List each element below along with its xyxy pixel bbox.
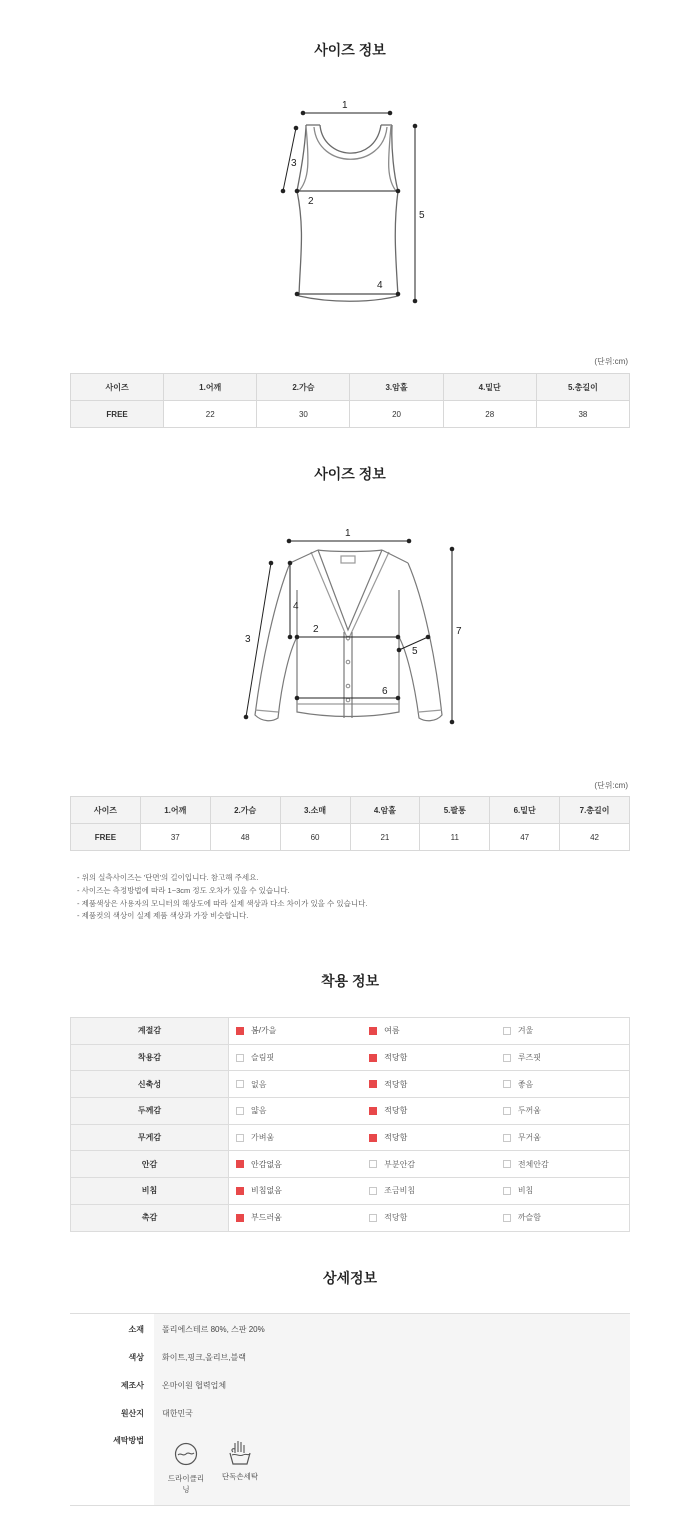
table-header-cell: 4.암홀 [350,797,420,824]
note-line: - 사이즈는 측정방법에 따라 1~3cm 정도 오차가 있을 수 있습니다. [77,885,290,895]
detail-value: 온마이원 협력업체 [162,1381,227,1390]
diagram-label-5: 5 [419,210,425,221]
table-header-cell: 1.어깨 [140,797,210,824]
detail-key: 제조사 [120,1381,144,1390]
table-cell: FREE [71,401,164,428]
unit-note-2: (단위:cm) [594,781,628,790]
unchecked-box-icon [503,1134,511,1142]
table-header-cell: 1.어깨 [164,374,257,401]
detail-info-title: 상세정보 [322,1270,378,1286]
fit-option [229,1151,363,1178]
table-cell: 47 [490,824,560,851]
fit-option-label: 봄/가을 [251,1026,277,1036]
fit-option [229,1018,363,1045]
unchecked-box-icon [369,1187,377,1195]
unchecked-box-icon [503,1160,511,1168]
unchecked-box-icon [503,1187,511,1195]
checked-box-icon [369,1027,377,1035]
fit-option [362,1151,496,1178]
fit-option [362,1018,496,1045]
diagram-label-2: 2 [313,624,319,635]
fit-option-label: 없음 [251,1079,267,1089]
diagram-label-3: 3 [245,634,251,645]
detail-key: 세탁방법 [113,1436,144,1445]
note-line: - 제품색상은 사용자의 모니터의 해상도에 따라 실제 색상과 다소 차이가 있을 수 있습니다. [77,898,368,908]
unchecked-box-icon [503,1027,511,1035]
fit-option-label: 적당함 [384,1133,408,1143]
fit-option-label: 비침없음 [251,1186,282,1196]
fit-option-label: 가벼움 [251,1133,275,1143]
fit-row [71,1204,630,1231]
wash-item-hand-wash [220,1439,260,1482]
fit-option [496,1044,630,1071]
checked-box-icon [236,1027,244,1035]
table-header-cell: 5.총길이 [536,374,629,401]
fit-option [496,1071,630,1098]
detail-key: 소재 [128,1325,144,1334]
fit-option [496,1098,630,1125]
fit-option [229,1124,363,1151]
diagram-label-4: 4 [377,280,383,291]
diagram-label-6: 6 [382,686,388,697]
fit-option-label: 적당함 [384,1053,408,1063]
fit-option [362,1178,496,1205]
table-row [71,824,630,851]
wash-label: 드라이클리닝 [167,1474,205,1494]
checked-box-icon [369,1054,377,1062]
fit-row-label: 비침 [71,1178,229,1205]
fit-option [229,1178,363,1205]
fit-row [71,1098,630,1125]
table-header-cell: 사이즈 [71,374,164,401]
fit-row-label: 무게감 [71,1124,229,1151]
cardigan-diagram [235,520,470,730]
table-row [71,401,630,428]
fit-option-label: 안감없음 [251,1159,282,1169]
fit-option [362,1071,496,1098]
fit-option-label: 부드러움 [251,1213,282,1223]
detail-value: 폴리에스테르 80%, 스판 20% [162,1325,265,1334]
wash-label: 단독손세탁 [221,1472,259,1481]
fit-info-table [70,1017,630,1232]
note-line: - 위의 실측사이즈는 '단면'의 길이입니다. 참고해 주세요. [77,873,259,882]
table-header-cell: 5.팔통 [420,797,490,824]
fit-row [71,1178,630,1205]
fit-row [71,1124,630,1151]
fit-row-label: 안감 [71,1151,229,1178]
table-header-cell: 2.가슴 [210,797,280,824]
fit-option-label: 얇음 [251,1106,267,1116]
table-header-cell: 2.가슴 [257,374,350,401]
fit-row [71,1151,630,1178]
size-table-1 [70,373,630,428]
fit-info-title: 착용 정보 [321,973,379,989]
checked-box-icon [236,1214,244,1222]
fit-row [71,1071,630,1098]
fit-row-label: 착용감 [71,1044,229,1071]
dry-clean-icon [173,1441,199,1467]
checked-box-icon [236,1187,244,1195]
fit-option [496,1151,630,1178]
unchecked-box-icon [503,1214,511,1222]
table-cell: 28 [443,401,536,428]
size-table-2 [70,796,630,851]
unchecked-box-icon [236,1080,244,1088]
size-info-title-1: 사이즈 정보 [314,42,386,58]
detail-value: 대한민국 [162,1409,193,1418]
unchecked-box-icon [503,1080,511,1088]
fit-option-label: 두꺼움 [517,1106,541,1116]
fit-option [362,1124,496,1151]
table-header-cell: 6.밑단 [490,797,560,824]
size-table-header-row [71,797,630,824]
table-cell: 11 [420,824,490,851]
fit-row-label: 두께감 [71,1098,229,1125]
fit-row [71,1018,630,1045]
diagram-label-2: 2 [308,196,314,207]
fit-option-label: 겨울 [517,1026,534,1036]
table-header-cell: 3.소매 [280,797,350,824]
fit-option [229,1071,363,1098]
measurement-notes [77,872,367,923]
table-cell: 37 [140,824,210,851]
diagram-label-7: 7 [456,626,462,637]
fit-option-label: 적당함 [384,1106,408,1116]
diagram-label-3: 3 [291,158,297,169]
fit-option-label: 루즈핏 [517,1053,541,1063]
hand-wash-icon [226,1439,254,1467]
checked-box-icon [369,1080,377,1088]
checked-box-icon [369,1134,377,1142]
detail-key: 색상 [128,1353,144,1362]
diagram-label-5: 5 [412,646,418,657]
table-cell: FREE [71,824,141,851]
fit-option-label: 슬림핏 [251,1053,275,1063]
fit-option-label: 조금비침 [384,1186,416,1196]
table-cell: 42 [560,824,630,851]
diagram-label-4: 4 [293,601,299,612]
table-header-cell: 7.총길이 [560,797,630,824]
table-header-cell: 사이즈 [71,797,141,824]
fit-option-label: 좋음 [517,1079,534,1089]
fit-option [496,1204,630,1231]
unit-note-1: (단위:cm) [594,357,628,366]
fit-option [496,1178,630,1205]
table-cell: 22 [164,401,257,428]
table-cell: 60 [280,824,350,851]
unchecked-box-icon [369,1214,377,1222]
fit-option [229,1204,363,1231]
size-info-title-2: 사이즈 정보 [314,466,386,482]
table-header-cell: 3.암홀 [350,374,443,401]
fit-option-label: 무거움 [517,1133,541,1143]
note-line: - 제품컷의 색상이 실제 제품 색상과 가장 비슷합니다. [77,911,249,921]
checked-box-icon [369,1107,377,1115]
unchecked-box-icon [236,1107,244,1115]
table-cell: 30 [257,401,350,428]
fit-option-label: 비침 [517,1186,534,1196]
checked-box-icon [236,1160,244,1168]
wash-item-dry-clean [166,1441,206,1495]
fit-row-label: 신축성 [71,1071,229,1098]
fit-option [496,1124,630,1151]
table-cell: 20 [350,401,443,428]
fit-row-label: 계절감 [71,1018,229,1045]
fit-row [71,1044,630,1071]
table-header-cell: 4.밑단 [443,374,536,401]
fit-option-label: 여름 [384,1026,400,1036]
fit-row-label: 촉감 [71,1204,229,1231]
fit-option [496,1018,630,1045]
detail-info-panel [70,1313,630,1506]
unchecked-box-icon [503,1107,511,1115]
unchecked-box-icon [503,1054,511,1062]
detail-value: 화이트,핑크,올리브,블랙 [162,1353,246,1362]
detail-key: 원산지 [120,1409,144,1418]
fit-option-label: 까슬함 [517,1213,541,1223]
fit-option [362,1204,496,1231]
fit-option-label: 전체안감 [517,1159,549,1169]
fit-option-label: 적당함 [384,1213,408,1223]
tank-top-diagram [270,90,440,315]
table-cell: 21 [350,824,420,851]
size-table-header-row [71,374,630,401]
unchecked-box-icon [236,1054,244,1062]
diagram-label-1: 1 [342,100,348,111]
fit-option [229,1044,363,1071]
fit-option-label: 적당함 [384,1079,408,1089]
fit-option [362,1044,496,1071]
unchecked-box-icon [369,1160,377,1168]
table-cell: 48 [210,824,280,851]
fit-option-label: 부분안감 [384,1159,416,1169]
diagram-label-1: 1 [345,528,351,539]
table-cell: 38 [536,401,629,428]
unchecked-box-icon [236,1134,244,1142]
fit-option [229,1098,363,1125]
fit-option [362,1098,496,1125]
